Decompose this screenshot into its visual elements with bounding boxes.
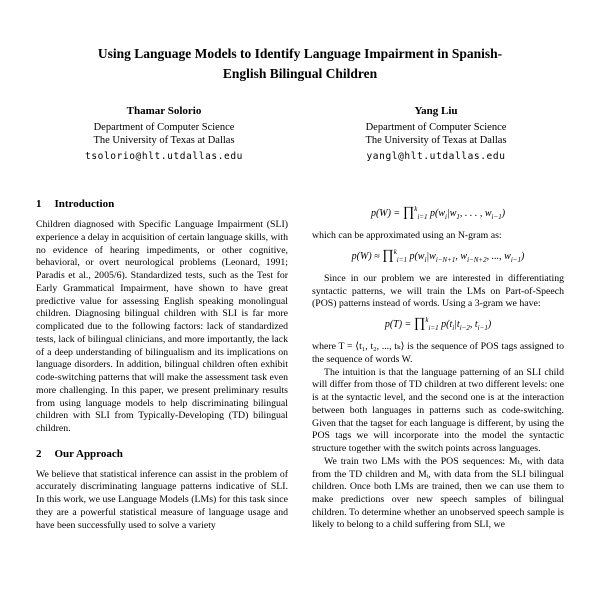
author-name: Thamar Solorio	[126, 104, 202, 117]
section-title: Our Approach	[54, 447, 123, 460]
section-heading-approach	[36, 448, 288, 460]
author-affiliation: Department of Computer Science	[93, 121, 235, 133]
authors-block	[0, 105, 600, 163]
author-affiliation: The University of Texas at Dallas	[365, 135, 507, 147]
right-column	[312, 196, 564, 532]
author-right	[317, 105, 555, 163]
section-number: 1	[36, 198, 42, 211]
formula-word-lm: p(W) = ∏$^k_{i=1}$ $p(w_i|w_1$, . . . , $w_{i-1}$)	[370, 205, 506, 222]
author-name: Yang Liu	[414, 104, 458, 117]
paper-title: Using Language Models to Identify Language Impairment in Spanish-English Bilingual Children	[97, 46, 503, 82]
left-column	[36, 196, 288, 532]
author-email: tsolorio@hlt.utdallas.edu	[85, 151, 243, 163]
paragraph-approach: We believe that statistical inference can assist in the problem of accurately discriminating language patterns indicative of SLI. In this work, we use Language Models (LMs) for this task since they are a powerful statistical measure of language usage and have been successfully used to solve a variety	[36, 468, 288, 531]
formula-pos-trigram: p(T) = ∏$^k_{i=1}$ $p(t_i|t_{i-2}$, $t_{i-1}$)	[384, 316, 492, 333]
section-heading-introduction	[36, 198, 288, 210]
section-title: Introduction	[54, 198, 115, 211]
author-affiliation: Department of Computer Science	[365, 121, 507, 133]
author-email: yangl@hlt.utdallas.edu	[366, 151, 506, 163]
formula-ngram-approximation: p(W) ≈ ∏$^k_{i=1}$ $p(w_i|w_{i-N+1}$, $w_{i-N+2}$, ..., $w_{i-1}$)	[351, 247, 525, 264]
paragraph-after-formula1: which can be approximated using an N-gram as:	[312, 230, 502, 242]
paragraph-after-formula3: where T = ⟨t₁, t₂, ..., tₖ⟩ is the sequence of POS tags assigned to the sequence of words W.	[312, 341, 564, 365]
body-columns	[36, 196, 564, 532]
author-affiliation: The University of Texas at Dallas	[93, 135, 235, 147]
author-left	[45, 105, 283, 163]
paragraph-intuition: The intuition is that the language patterning of an SLI child will differ from those of TD children at two different levels: one is at the syntactic level, and the second one is at the interaction between both languages in patterns such as code-switching. Given that the tagset for each language is different, by using the POS tags we will incorporate into the model the syntactic structure together with the switch points across languages.	[312, 366, 564, 455]
paragraph-pos-patterns: Since in our problem we are interested in differentiating syntactic patterns, we will train the LMs on Part-of-Speech (POS) patterns instead of words. Using a 3-gram we have:	[312, 272, 564, 310]
section-number: 2	[36, 447, 42, 460]
paragraph-training-lms: We train two LMs with the POS sequences: Mₜ, with data from the TD children and Mᵢ, with data from the SLI bilingual children. Once both LMs are trained, then we can use them to make predictions over new speech samples of bilingual children. To determine whether an unobserved speech sample is likely to belong to a child suffering from SLI, we	[312, 455, 564, 531]
paragraph-introduction: Children diagnosed with Specific Language Impairment (SLI) experience a delay in acquisition of certain language skills, with no evidence of hearing impediments, or other cognitive, behavioral, or overt neurological problems (Leonard, 1991; Paradis et al., 2005/6). Standardized tests, such as the Test for Early Grammatical Impairment, have shown to have great predictive value for assessing English speaking monolingual children. Diagnosing bilingual children with SLI is far more complicated due to the following factors: lack of standardized tests, lack of bilingual clinicians, and more importantly, the lack of a deep understanding of bilingualism and its implications on language disorders. In addition, bilingual children often exhibit code-switching patterns that will make the assessment task even more challenging. In this paper, we present preliminary results from using language models to help discriminating bilingual children with SLI from Typically-Developing (TD) bilingual children.	[36, 219, 288, 434]
